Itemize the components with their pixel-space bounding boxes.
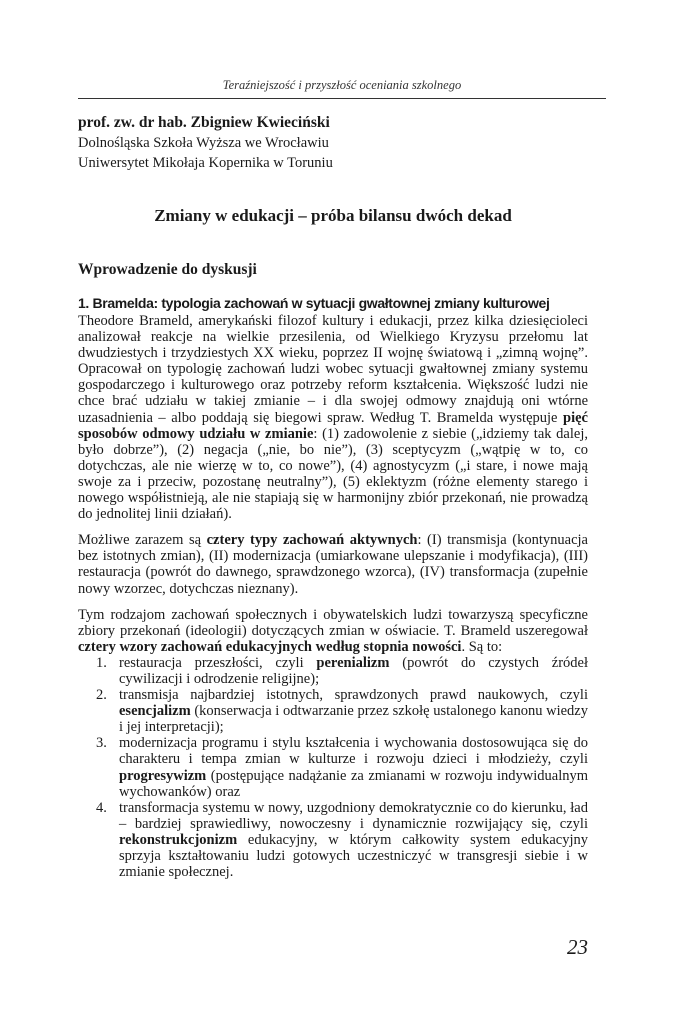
paragraph-2: Możliwe zarazem są cztery typy zachowań aktywnych: (I) transmisja (kontynuacja bez istotnych zmian), (II) modernizacja (umiarkowane ulepszanie i modyfikacja), (III) restauracja (powrót do dawnego, sprawdzonego wzorca), (IV) transformacja (zupełnie nowy wzorzec, dotychczas nieznany).: [78, 532, 588, 597]
list-item: 2. transmisja najbardziej istotnych, sprawdzonych prawd naukowych, czyli esencjalizm (konserwacja i odtwarzanie przez szkołę ustalonego kanonu wiedzy i jej interpretacji);: [96, 687, 588, 736]
affiliation-2: Uniwersytet Mikołaja Kopernika w Toruniu: [78, 155, 333, 171]
intro-heading: Wprowadzenie do dyskusji: [78, 261, 257, 278]
emphasis-active-types: cztery typy zachowań aktywnych: [206, 532, 418, 549]
patterns-list: [78, 655, 588, 880]
list-item: 1. restauracja przeszłości, czyli perenializm (powrót do czystych źródeł cywilizacji i odrodzenie religijne);: [96, 654, 588, 687]
affiliation-1: Dolnośląska Szkoła Wyższa we Wrocławiu: [78, 135, 329, 151]
article-title: Zmiany w edukacji – próba bilansu dwóch dekad: [154, 206, 512, 225]
section-heading: 1. Bramelda: typologia zachowań w sytuacji gwałtownej zmiany kulturowej: [78, 295, 550, 311]
paragraph-1: Theodore Brameld, amerykański filozof kultury i edukacji, przez kilka dziesięcioleci analizował reakcje na wielkie przesilenia, od Wielkiego Kryzysu przełomu lat dwudziestych i trzydziestych XX wieku, poprzez II wojnę światową i „zimną wojnę”. Opracował on typologię zachowań ludzi wobec sytuacji gwałtownej zmiany systemu gospodarczego i kulturowego oraz potrzeby reform kształcenia. Większość ludzi nie chce brać udziału w takiej zmianie – i dla swojej odmowy znajdują oni wtórne uzasadnienia – albo poddają się biegowi spraw. Według T. Bramelda występuje pięć sposobów odmowy udziału w zmianie: (1) zadowolenie z siebie („idziemy tak dalej, było dobrze”), (2) negacja („nie, bo nie”), (3) sceptycyzm („wątpię w to, co dotychczas, ale nie wierzę w to, co nowe”), (4) agnostycyzm („i stare, i nowe mają swoje za i przeciw, pozostanę neutralny”), (5) eklektyzm (różne elementy starego i nowego współistnieją, ale nie stapiają się w harmonijny zbiór przekonań, nie prowadzą do jednolitej linii działań).: [78, 313, 588, 523]
paragraph-3: Tym rodzajom zachowań społecznych i obywatelskich ludzi towarzyszą specyficzne zbiory przekonań (ideologii) dotyczących zmian w oświacie. T. Brameld uszeregował cztery wzory zachowań edukacyjnych według stopnia nowości. Są to:: [78, 606, 588, 655]
article-content: [78, 113, 588, 880]
author-name: prof. zw. dr hab. Zbigniew Kwieciński: [78, 114, 330, 131]
running-head: Teraźniejszość i przyszłość oceniania szkolnego: [222, 78, 462, 92]
header-rule: [78, 98, 606, 99]
list-item: 3. modernizacja programu i stylu kształcenia i wychowania dostosowująca się do charakteru i tempa zmian w kulturze i rozwoju dzieci i młodzieży, czyli progresywizm (postępujące nadążanie za zmianami w rozwoju indywidualnym wychowanków) oraz: [96, 735, 588, 800]
list-item: 4. transformacja systemu w nowy, uzgodniony demokratycznie co do kierunku, ład – bardziej sprawiedliwy, nowoczesny i dynamicznie rozwijający się, czyli rekonstrukcjonizm edukacyjny, w którym całkowity system edukacyjny sprzyja kształtowaniu ludzi gotowych uczestniczyć w transgresji siebie i w zmianie społecznej.: [96, 799, 588, 881]
emphasis-education-patterns: cztery wzory zachowań edukacyjnych według stopnia nowości: [78, 638, 462, 655]
emphasis-refusal-modes: pięć sposobów odmowy udziału w zmianie: [78, 409, 588, 442]
page-number: 23: [567, 935, 588, 959]
